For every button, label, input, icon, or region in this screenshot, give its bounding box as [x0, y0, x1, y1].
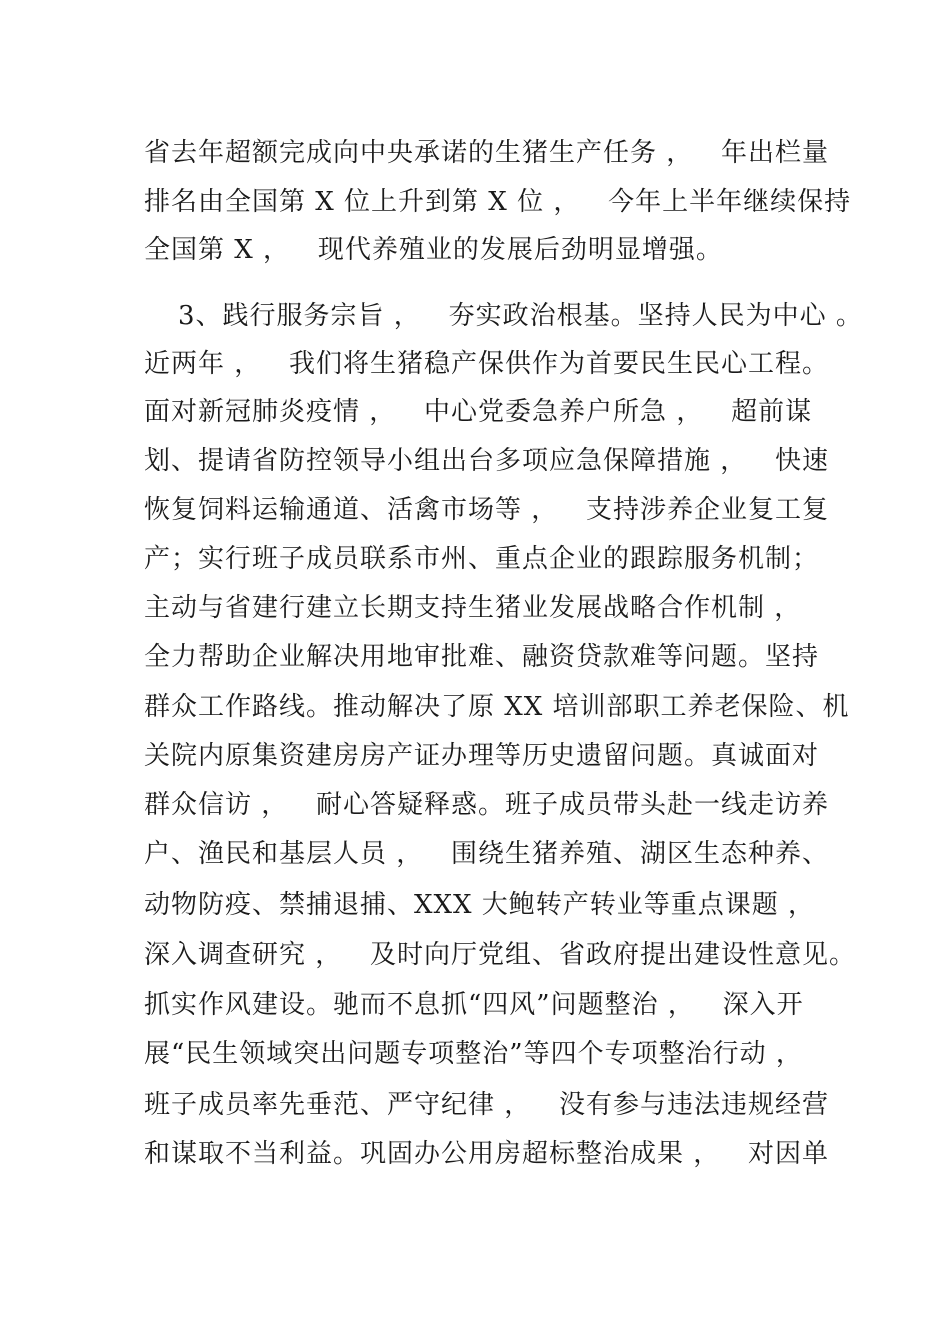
- text-line: 主动与省建行建立长期支持生猪业发展战略合作机制 ，: [144, 593, 802, 623]
- text-line: 群众工作路线。推动解决了原 XX 培训部职工养老保险、机: [144, 692, 850, 722]
- text-line: 班子成员率先垂范、严守纪律 ， 没有参与违法违规经营: [144, 1090, 830, 1120]
- text-line: 排名由全国第 X 位上升到第 X 位 ， 今年上半年继续保持: [144, 187, 852, 217]
- text-line: 抓实作风建设。驰而不息抓“四风”问题整治 ， 深入开: [144, 990, 804, 1020]
- text-line: 动物防疫、禁捕退捕、XXX 大鲍转产转业等重点课题 ，: [144, 890, 816, 920]
- text-line: 户、渔民和基层人员 ， 围绕生猪养殖、湖区生态种养、: [144, 839, 830, 869]
- text-line: 深入调查研究 ， 及时向厅党组、省政府提出建设性意见。: [144, 940, 857, 970]
- text-line: 产；实行班子成员联系市州、重点企业的跟踪服务机制；: [144, 544, 820, 574]
- paragraph-start-line: 3、践行服务宗旨 ， 夯实政治根基。坚持人民为中心 。: [178, 301, 863, 331]
- text-line: 近两年 ， 我们将生猪稳产保供作为首要民生民心工程。: [144, 349, 830, 379]
- text-line: 全力帮助企业解决用地审批难、融资贷款难等问题。坚持: [144, 642, 820, 672]
- text-line: 展“民生领域突出问题专项整治”等四个专项整治行动 ，: [144, 1039, 803, 1069]
- text-line: 面对新冠肺炎疫情 ， 中心党委急养户所急 ， 超前谋: [144, 397, 813, 427]
- text-line: 群众信访 ， 耐心答疑释惑。班子成员带头赴一线走访养: [144, 790, 830, 820]
- text-line: 恢复饲料运输通道、活禽市场等 ， 支持涉养企业复工复: [144, 495, 830, 525]
- text-line: 全国第 X ， 现代养殖业的发展后劲明显增强。: [144, 235, 723, 265]
- text-line: 关院内原集资建房房产证办理等历史遗留问题。真诚面对: [144, 741, 820, 771]
- text-line: 划、提请省防控领导小组出台多项应急保障措施 ， 快速: [144, 446, 830, 476]
- text-line: 省去年超额完成向中央承诺的生猪生产任务 ， 年出栏量: [144, 138, 830, 168]
- text-line: 和谋取不当利益。巩固办公用房超标整治成果 ， 对因单: [144, 1139, 830, 1169]
